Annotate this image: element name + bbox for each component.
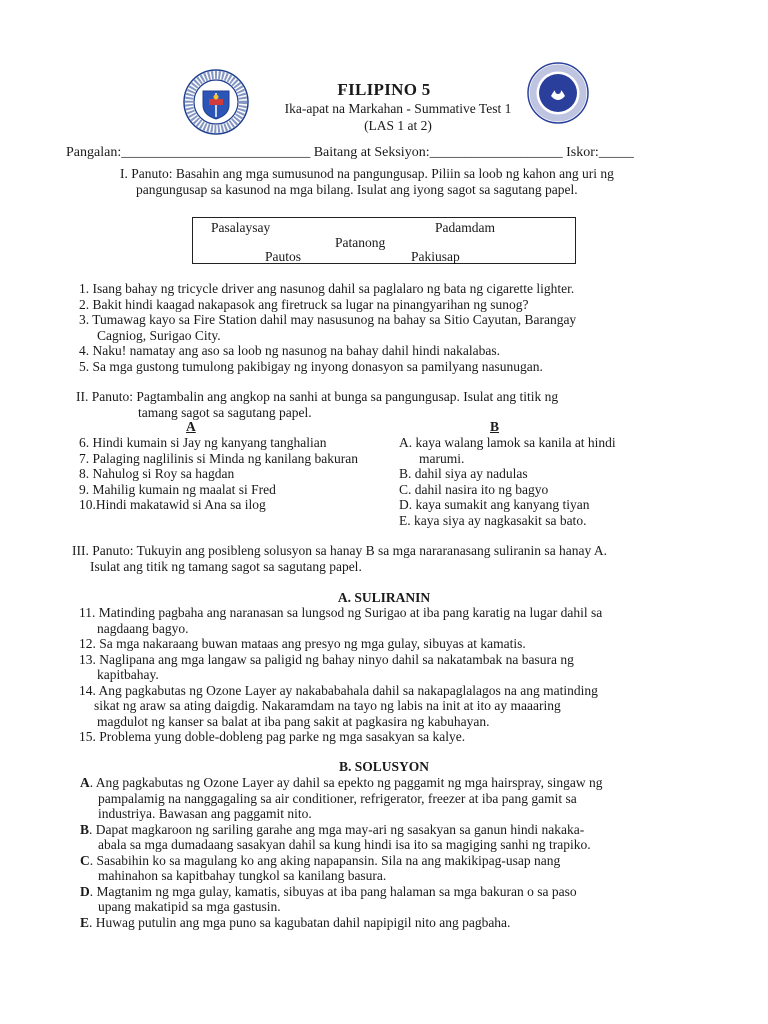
list-item: D. Magtanim ng mga gulay, kamatis, sibuyas at iba pang halaman sa mga bakuran o sa paso [80,883,577,899]
list-item: 4. Naku! namatay ang aso sa loob ng nasunog na bahay dahil hindi nakalabas. [79,343,501,358]
list-item: 5. Sa mga gustong tumulong pakibigay ng inyong donasyon sa pamilyang nasunugan. [79,358,543,374]
page-subtitle-las: (LAS 1 at 2) [364,118,432,133]
box-word-pakiusap: Pakiusap [411,249,460,264]
list-item: 15. Problema yung doble-dobleng pag parke ng mga sasakyan sa kalye. [79,729,466,744]
solution-letter: D [80,883,90,899]
list-item-cont: industriya. Bawasan ang paggamit nito. [98,806,312,821]
part1-instruction-line2: pangungusap sa kasunod na mga bilang. Isulat ang iyong sagot sa sagutang papel. [136,182,578,197]
column-a-header: A [186,419,196,434]
list-item: 13. Naglipana ang mga langaw sa paligid ng bahay ninyo dahil sa nakatambak na basura ng [79,651,574,667]
column-b-items [399,435,616,528]
part3-instruction-line2: Isulat ang titik ng tamang sagot sa sagutang papel. [90,559,362,574]
page-title: FILIPINO 5 [337,80,431,99]
list-item: 3. Tumawag kayo sa Fire Station dahil may nasusunog na bahay sa Sitio Cayutan, Barangay [79,312,577,327]
list-item: 7. Palaging naglilinis si Minda ng kanilang bakuran [79,450,358,466]
list-item: C. dahil nasira ito ng bagyo [399,481,549,497]
list-item: marumi. [419,450,465,466]
solution-letter: C [80,852,90,868]
part1-instruction-line1: I. Panuto: Basahin ang mga sumusunod na pangungusap. Piliin sa loob ng kahon ang uri ng [120,166,614,181]
section-a-header: A. SULIRANIN [337,590,431,605]
part1-instruction [120,166,614,198]
solution-letter: A [80,775,90,790]
list-item: 2. Bakit hindi kaagad nakapasok ang firetruck sa lugar na pinangyarihan ng sunog? [79,296,529,312]
list-item: 9. Mahilig kumain ng maalat si Fred [79,481,276,497]
section-a-items [79,605,602,745]
list-item: sikat ng araw sa ating daigdig. Nakaramdam na tayo ng labis na init at ito ay maaaring [94,698,561,713]
list-item: D. kaya sumakit ang kanyang tiyan [399,497,590,512]
list-item: 1. Isang bahay ng tricycle driver ang nasunog dahil sa paglalaro ng bata ng cigarette lighter. [79,281,575,296]
list-item: A. kaya walang lamok sa kanila at hindi [399,435,616,450]
list-item-cont: mahinahon sa kapitbahay tungkol sa kanilang basura. [98,868,387,883]
list-item: E. Huwag putulin ang mga puno sa kagubatan dahil napipigil nito ang pagbaha. [80,914,511,930]
part2-instruction [76,389,558,421]
list-item: A. Ang pagkabutas ng Ozone Layer ay dahil sa epekto ng paggamit ng mga hairspray, singaw ng [80,775,603,790]
box-word-padamdam: Padamdam [435,220,495,235]
list-item: 14. Ang pagkabutas ng Ozone Layer ay nakababahala dahil sa nakapaglalagos na ang matinding [79,682,598,698]
list-item-cont: pampalamig na nanggagaling sa air conditioner, refrigerator, freezer at iba pang gamit sa [98,790,577,806]
box-word-pautos: Pautos [265,249,302,264]
section-b-header: B. SOLUSYON [338,759,430,774]
list-item: kapitbahay. [97,667,159,682]
list-item: 8. Nahulog si Roy sa hagdan [79,466,235,481]
box-word-pasalaysay: Pasalaysay [211,220,271,235]
list-item-cont: upang makatipid sa mga gastusin. [98,899,281,914]
list-item: E. kaya siya ay nagkasakit sa bato. [399,512,587,528]
part3-instruction [72,543,607,575]
list-item-cont: abala sa mga dumadaang sasakyan dahil sa kung hindi isa ito sa magiging sanhi ng trapiko. [98,837,591,852]
list-item: magdulot ng kanser sa balat at iba pang sakit at pagkasira ng kabuhayan. [97,713,490,729]
list-item: 10.Hindi makatawid si Ana sa ilog [79,497,266,512]
list-item: 11. Matinding pagbaha ang naranasan sa lungsod ng Surigao at iba pang karatig na lugar dahil sa [79,605,603,620]
list-item: Cagniog, Surigao City. [97,327,221,343]
part3-instruction-line1: III. Panuto: Tukuyin ang posibleng solusyon sa hanay B sa mga nararanasang suliranin sa hanay A. [72,543,608,558]
part1-items [79,281,576,374]
list-item: 6. Hindi kumain si Jay ng kanyang tanghalian [79,435,327,450]
section-b-items [80,775,603,930]
list-item: C. Sasabihin ko sa magulang ko ang aking napapansin. Sila na ang makikipag-usap nang [80,852,561,868]
page-subtitle: Ika-apat na Markahan - Summative Test 1 [284,101,512,116]
solution-letter: B [80,821,90,837]
column-b-header: B [490,419,500,434]
sentence-type-box [192,217,576,264]
column-a-items [79,435,358,513]
list-item: B. dahil siya ay nadulas [399,466,528,481]
solution-letter: E [80,914,90,930]
part2-instruction-line1: II. Panuto: Pagtambalin ang angkop na sanhi at bunga sa pangungusap. Isulat ang titik ng [76,389,559,404]
box-word-patanong: Patanong [335,235,386,250]
student-info-line: Pangalan:___________________________ Baitang at Seksiyon:___________________ Iskor:_____ [66,145,634,160]
list-item: 12. Sa mga nakaraang buwan mataas ang presyo ng mga gulay, sibuyas at kamatis. [79,636,526,651]
part2-instruction-line2: tamang sagot sa sagutang papel. [138,405,312,420]
list-item: nagdaang bagyo. [97,620,189,636]
list-item: B. Dapat magkaroon ng sariling garahe ang mga may-ari ng sasakyan sa ganun hindi nakaka- [80,821,585,837]
